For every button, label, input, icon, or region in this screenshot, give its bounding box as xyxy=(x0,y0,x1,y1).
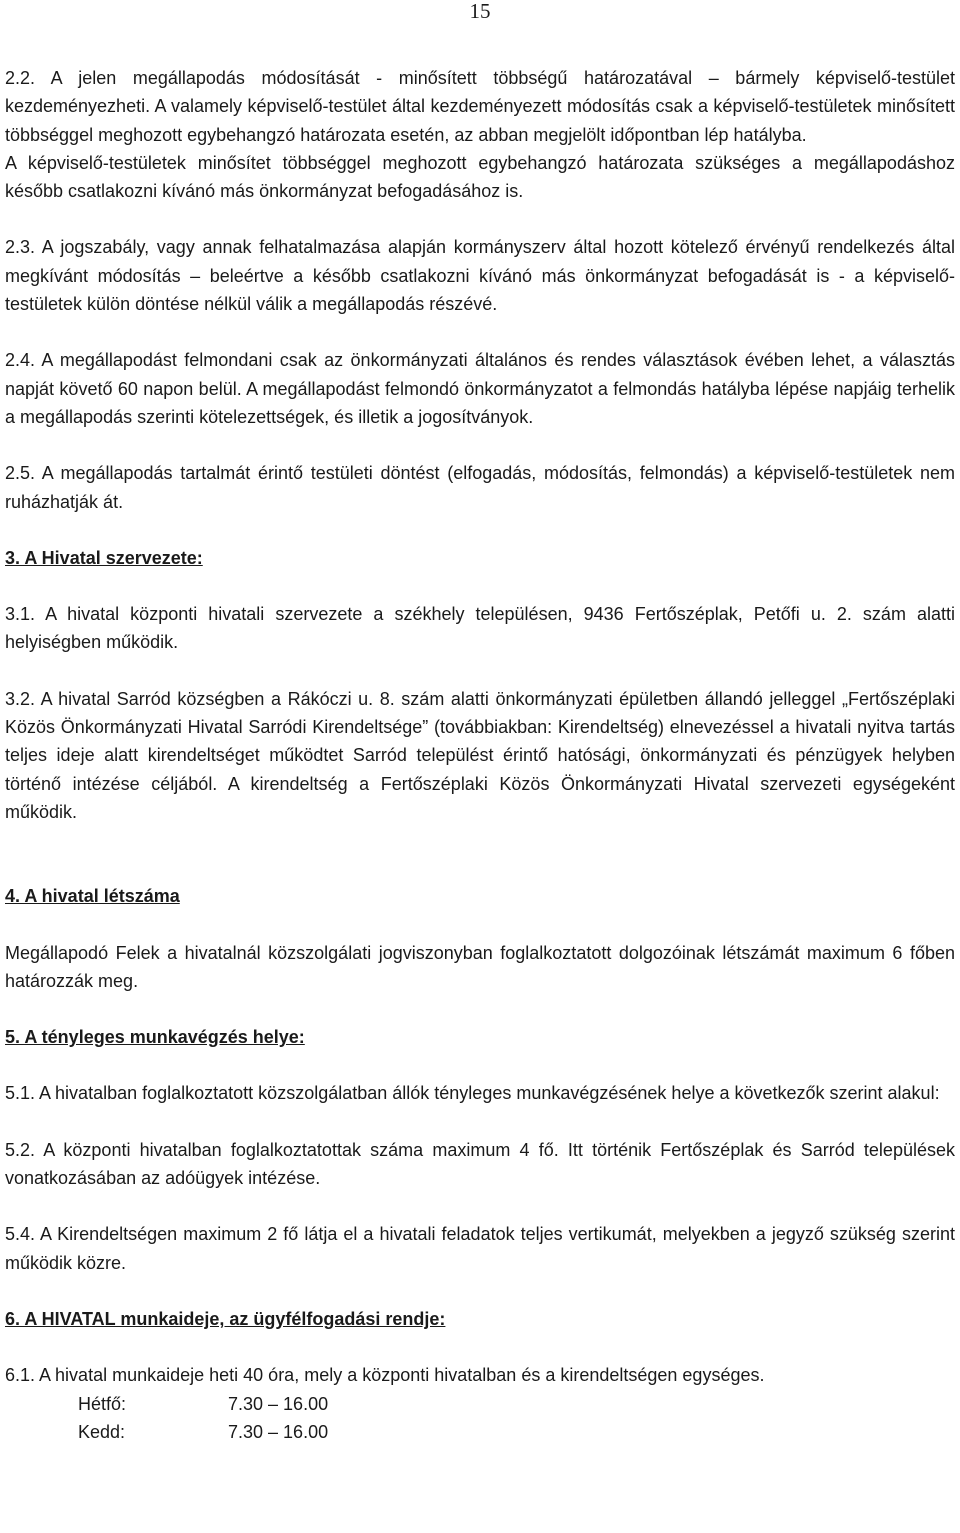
paragraph-3-2: 3.2. A hivatal Sarród községben a Rákóczi u. 8. szám alatti önkormányzati épületben állandó jelleggel „Fertőszéplaki Közös Önkormányzati Hivatal Sarródi Kirendeltsége” (továbbiakban: Kirendeltség) elnevezéssel a hivatali nyitva tartás teljes ideje alatt kirendeltséget működtet Sarród települést érintő hatósági, önkormányzati és pénzügyek helyben történő intézése céljából. A kirendeltség a Fertőszéplaki Közös Önkormányzati Hivatal szervezeti egységeként működik. xyxy=(5,688,955,822)
schedule-day: Kedd: xyxy=(78,1421,126,1442)
heading-section-6: 6. A HIVATAL munkaideje, az ügyfélfogadási rendje: xyxy=(5,1308,446,1329)
paragraph-2-2-cont: A képviselő-testületek minősítet többséggel meghozott egybehangzó határozata szükséges a megállapodáshoz később csatlakozni kívánó más önkormányzat befogadásához is. xyxy=(5,152,955,202)
schedule-hours: 7.30 – 16.00 xyxy=(228,1393,329,1414)
paragraph-6-1: 6.1. A hivatal munkaideje heti 40 óra, mely a központi hivatalban és a kirendeltségen egységes. xyxy=(5,1365,765,1386)
schedule-day: Hétfő: xyxy=(78,1393,127,1414)
document-body xyxy=(5,64,955,1446)
schedule-row xyxy=(5,1390,955,1418)
schedule-hours: 7.30 – 16.00 xyxy=(228,1421,329,1442)
heading-section-3: 3. A Hivatal szervezete: xyxy=(5,547,203,568)
page-number: 15 xyxy=(469,0,491,23)
paragraph-3-1: 3.1. A hivatal központi hivatali szervezete a székhely településen, 9436 Fertőszéplak, Petőfi u. 2. szám alatti helyiségben működik. xyxy=(5,604,955,653)
paragraph-2-5: 2.5. A megállapodás tartalmát érintő testületi döntést (elfogadás, módosítás, felmondás) a képviselő-testületek nem ruházhatják át. xyxy=(5,463,955,512)
schedule-row xyxy=(5,1418,955,1446)
paragraph-5-2: 5.2. A központi hivatalban foglalkoztatottak száma maximum 4 fő. Itt történik Fertőszéplak és Sarród települések vonatkozásában az adóügyek intézése. xyxy=(5,1139,955,1189)
paragraph-2-3: 2.3. A jogszabály, vagy annak felhatalmazása alapján kormányszerv által hozott kötelező érvényű rendelkezés által megkívánt módosítás – beleértve a később csatlakozni kívánó más önkormányzat befogadását is - a képviselő-testületek külön döntése nélkül válik a megállapodás részévé. xyxy=(5,237,955,315)
heading-section-5: 5. A tényleges munkavégzés helye: xyxy=(5,1027,305,1048)
paragraph-4: Megállapodó Felek a hivatalnál közszolgálati jogviszonyban foglalkoztatott dolgozóinak létszámát maximum 6 főben határozzák meg. xyxy=(5,942,955,991)
paragraph-5-4: 5.4. A Kirendeltségen maximum 2 fő látja el a hivatali feladatok teljes vertikumát, melyekben a jegyző szükség szerint működik közre. xyxy=(5,1224,955,1273)
paragraph-2-4: 2.4. A megállapodást felmondani csak az önkormányzati általános és rendes választások évében lehet, a választás napját követő 60 napon belül. A megállapodást felmondó önkormányzatot a felmondás hatályba lépése napjáig terhelik a megállapodás szerinti kötelezettségek, és illetik a jogosítványok. xyxy=(5,350,955,427)
paragraph-2-2: 2.2. A jelen megállapodás módosítását - minősített többségű határozatával – bármely képviselő-testület kezdeményezheti. A valamely képviselő-testület által kezdeményezett módosítás csak a képviselő-testületek minősített többséggel meghozott egybehangzó határozata esetén, az abban megjelölt időpontban lép hatályba. xyxy=(5,68,955,145)
heading-section-4: 4. A hivatal létszáma xyxy=(5,886,180,907)
paragraph-5-1: 5.1. A hivatalban foglalkoztatott közszolgálatban állók tényleges munkavégzésének helye a következők szerint alakul: xyxy=(5,1083,940,1104)
